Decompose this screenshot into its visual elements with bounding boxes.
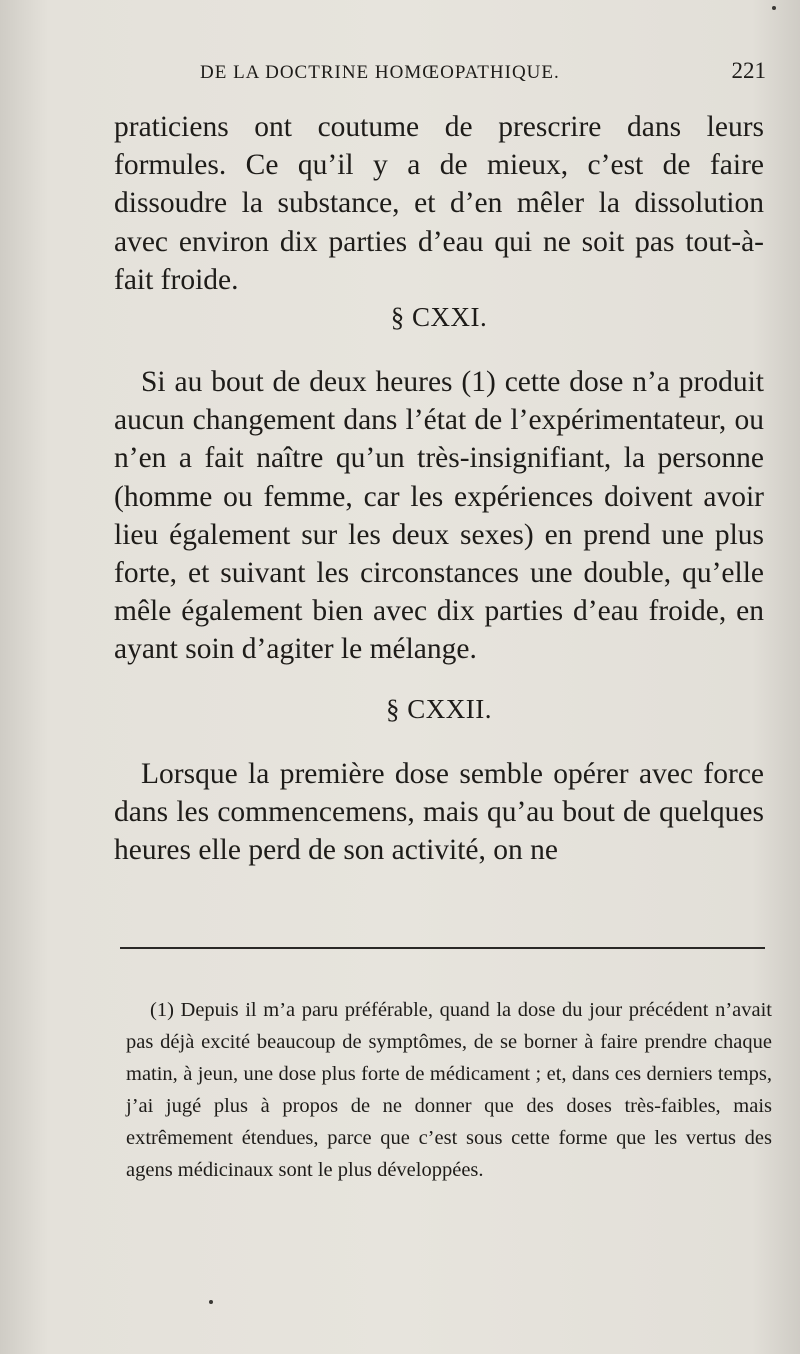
paragraph-cxxii: Lorsque la première dose semble opérer avec force dans les commencemens, mais qu’au bout de quelques heures elle perd de son activité, on ne xyxy=(114,757,764,867)
section-heading-cxxi: § CXXI. xyxy=(390,302,488,333)
paragraph-cxxi: Si au bout de deux heures (1) cette dose n’a produit aucun changement dans l’état de l’expérimentateur, ou n’en a fait naître qu’un très-insignifiant, la personne (homme ou femme, car les expériences doivent avoir lieu également sur les deux sexes) en prend une plus forte, et suivant les circonstances une double, qu’elle mêle également bien avec dix parties d’eau froide, en ayant soin d’agiter le mélange. xyxy=(114,366,764,666)
footnote-text: (1) Depuis il m’a paru préférable, quand la dose du jour précédent n’avait pas déjà excité beaucoup de symptômes, de se borner à faire prendre chaque matin, à jeun, une dose plus forte de médicament ; et, dans ces derniers temps, j’ai jugé plus à propos de ne donner que des doses très-faibles, mais extrêmement étendues, parce que c’est sous cette forme que les vertus des agens médicinaux sont le plus développées. xyxy=(126,999,772,1181)
main-text xyxy=(114,108,764,869)
page-number: 221 xyxy=(731,58,766,83)
paragraph-continued: praticiens ont coutume de prescrire dans leurs formules. Ce qu’il y a de mieux, c’est de faire dissoudre la substance, et d’en mêler la dissolution avec environ dix parties d’eau qui ne soit pas tout-à-fait froide. xyxy=(114,111,764,296)
footnote xyxy=(126,994,772,1186)
ink-speck xyxy=(209,1300,213,1304)
footnote-divider xyxy=(120,947,765,949)
section-heading-cxxii: § CXXII. xyxy=(386,693,492,724)
ink-speck xyxy=(772,6,776,10)
running-title: DE LA DOCTRINE HOMŒOPATHIQUE. xyxy=(200,62,560,83)
